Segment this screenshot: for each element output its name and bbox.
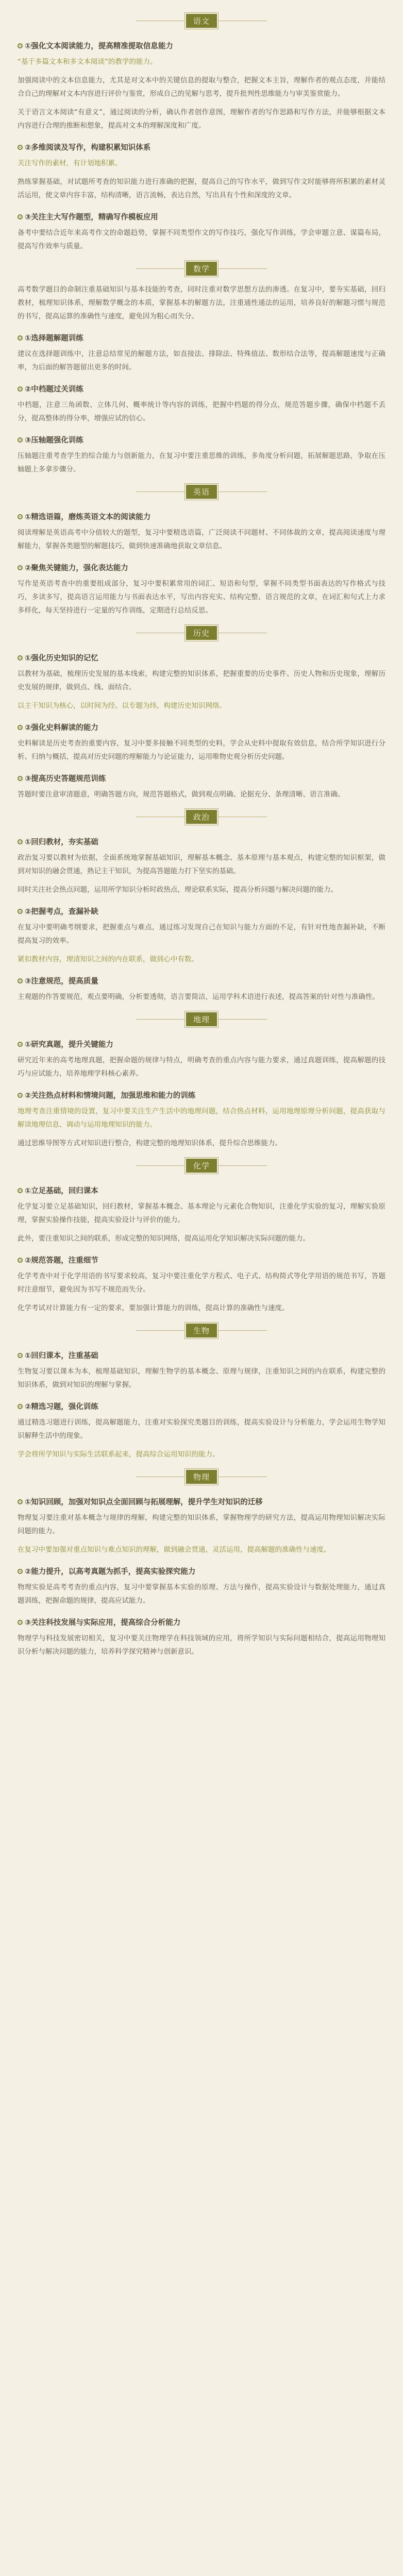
item-heading-text: ③注意规范，提高质量 xyxy=(25,977,98,986)
bullet-icon xyxy=(18,1042,23,1047)
bullet-icon xyxy=(18,978,23,984)
item-heading xyxy=(18,1617,385,1628)
item-heading-text: ②把握考点，查漏补缺 xyxy=(25,908,98,916)
bullet-icon xyxy=(18,725,23,730)
item-heading-text: ②关注热点材料和情境问题，加强思维和能力的训练 xyxy=(25,1092,196,1100)
item-heading xyxy=(18,434,385,445)
highlight-paragraph: “基于多篇文本和多文本阅读”的教学的能力。 xyxy=(18,58,157,66)
paragraph: 中档题，注意三角函数、立体几何、概率统计等内容的训练，把握中档题的得分点，规范答题步骤，确保中档题不丢分，提高整体的得分率，增强应试的信心。 xyxy=(18,401,385,422)
item-heading-text: ②规范答题，注重细节 xyxy=(25,1257,98,1265)
paragraph: 备考中要结合近年来高考作文的命题趋势，掌握不同类型作文的写作技巧，强化写作训练，学会审题立意、谋篇布局，提高写作效率与质量。 xyxy=(18,229,385,250)
bullet-icon xyxy=(18,776,23,781)
bullet-icon xyxy=(18,214,23,219)
paragraph: 关于语言文本阅读“有意义”，通过阅读的分析，确认作者创作意图，理解作者的写作思路和写作方法，并能够根据文本内容进行合理的推断和想象，提高对文本的理解深度和广度。 xyxy=(18,108,385,130)
item-heading-text: ①选择题解题训练 xyxy=(25,334,83,343)
item-heading xyxy=(18,1090,385,1100)
item-heading-text: ①研究真题，提升关键能力 xyxy=(25,1041,113,1049)
subject-banner xyxy=(18,1155,385,1176)
item-heading-text: ①回归教材，夯实基础 xyxy=(25,838,98,846)
paragraph: 以教材为基础，梳理历史发展的基本线索，构建完整的知识体系，把握重要的历史事件、历史人物和历史现象，理解历史发展的规律，做到点、线、面结合。 xyxy=(18,670,385,691)
item-heading-text: ①知识回顾，加强对知识点全面回顾与拓展理解，提升学生对知识的迁移 xyxy=(25,1498,263,1506)
paragraph: 物理实验是高考考查的重点内容，复习中要掌握基本实验的原理、方法与操作，提高实验设计与数据处理能力，通过真题训练，把握命题的规律，提高应试能力。 xyxy=(18,1583,385,1605)
subject-banner xyxy=(18,258,385,279)
subject-label: 地理 xyxy=(185,1011,218,1027)
paragraph: 通过精选习题进行训练，提高解题能力，注重对实验探究类题目的训练，提高实验设计与分析能力，学会运用生物学知识解释生活中的现象。 xyxy=(18,1418,385,1440)
bullet-icon xyxy=(18,1093,23,1098)
subject-banner xyxy=(18,10,385,31)
bullet-icon xyxy=(18,335,23,341)
paragraph: 物理学与科技发展密切相关，复习中要关注物理学在科技领域的应用，将所学知识与实际问题相结合，提高运用物理知识分析与解决问题的能力，培养科学探究精神与创新意识。 xyxy=(18,1634,385,1656)
subject-banner xyxy=(18,481,385,502)
subject-label: 历史 xyxy=(185,625,218,641)
highlight-paragraph: 关注写作的素材，有计划地积累。 xyxy=(18,159,122,167)
item-heading-text: ②能力提升，以高考真题为抓手，提高实验探究能力 xyxy=(25,1568,196,1576)
item-heading xyxy=(18,1039,385,1049)
bullet-icon xyxy=(18,437,23,443)
item-heading-text: ①强化历史知识的记忆 xyxy=(25,654,98,663)
paragraph: 物理复习要注重对基本概念与规律的理解，构建完整的知识体系，掌握物理学的研究方法，提高运用物理知识解决实际问题的能力。 xyxy=(18,1514,385,1535)
paragraph: 写作是英语考查中的重要组成部分，复习中要积累常用的词汇、短语和句型，掌握不同类型书面表达的写作格式与技巧，多读多写，提高语言运用能力与书面表达水平，写出内容充实、结构完整、语言规范的文章，在词汇和句式上力求多样化，每天坚持进行一定量的写作训练，定期进行总结反思。 xyxy=(18,580,385,615)
bullet-icon xyxy=(18,839,23,844)
subject-banner xyxy=(18,1009,385,1029)
paragraph: 建议在选择题训练中，注意总结常见的解题方法，如直接法、排除法、特殊值法、数形结合法等，提高解题速度与正确率，为后面的解答题留出更多的时间。 xyxy=(18,350,385,371)
item-heading xyxy=(18,562,385,573)
subject-label: 数学 xyxy=(185,261,218,277)
subject-banner xyxy=(18,806,385,827)
paragraph: 史料解读是历史考查的重要内容，复习中要多接触不同类型的史料，学会从史料中提取有效信息，结合所学知识进行分析、归纳与概括，提高对历史问题的理解能力与论证能力，运用唯物史观分析历史问题。 xyxy=(18,739,385,761)
item-heading xyxy=(18,722,385,733)
subject-label: 英语 xyxy=(185,484,218,500)
item-heading-text: ①精选语篇，磨炼英语文本的阅读能力 xyxy=(25,513,151,521)
item-heading-text: ①强化文本阅读能力，提高精准提取信息能力 xyxy=(25,42,173,50)
highlight-paragraph: 学会将所学知识与实际生活联系起来，提高综合运用知识的能力。 xyxy=(18,1450,220,1459)
paragraph: 加强阅读中的文本信息能力，尤其是对文本中的关键信息的提取与整合，把握文本主旨，理解作者的观点态度，并能结合自己的理解对文本内容进行评价与鉴赏，形成自己的见解与思考，提升批判性思维能力与审美鉴赏能力。 xyxy=(18,76,385,98)
subject-banner xyxy=(18,622,385,643)
bullet-icon xyxy=(18,565,23,570)
paragraph: 阅读理解是英语高考中分值较大的题型，复习中要精选语篇，广泛阅读不同题材、不同体裁的文章，提高阅读速度与理解能力，掌握各类题型的解题技巧，做到快速准确地获取文章信息。 xyxy=(18,529,385,550)
highlight-paragraph: 在复习中要加强对重点知识与难点知识的理解，做到融会贯通，灵活运用，提高解题的准确性与速度。 xyxy=(18,1546,331,1554)
paragraph: 化学复习要立足基础知识，回归教材，掌握基本概念、基本理论与元素化合物知识，注重化学实验的复习，理解实验原理，掌握实验操作技能，提高实验设计与评价的能力。 xyxy=(18,1202,385,1224)
paragraph: 压轴题注重考查学生的综合能力与创新能力，在复习中要注重思维的训练，多角度分析问题，拓展解题思路，争取在压轴题上多拿步骤分。 xyxy=(18,452,385,473)
item-heading xyxy=(18,975,385,986)
item-heading-text: ③关注科技发展与实际应用，提高综合分析能力 xyxy=(25,1619,181,1627)
subject-label: 物理 xyxy=(185,1469,218,1485)
bullet-icon xyxy=(18,1499,23,1504)
paragraph: 化学考试对计算能力有一定的要求，要加强计算能力的训练，提高计算的准确性与速度。 xyxy=(18,1304,289,1312)
item-heading-text: ③关注主大写作题型，精确写作模板应用 xyxy=(25,213,158,222)
item-heading xyxy=(18,142,385,152)
bullet-icon xyxy=(18,909,23,914)
bullet-icon xyxy=(18,1188,23,1193)
paragraph: 生物复习要以课本为本，梳理基础知识，理解生物学的基本概念、原理与规律，注重知识之间的内在联系，构建完整的知识体系，做到对知识的理解与掌握。 xyxy=(18,1367,385,1389)
bullet-icon xyxy=(18,514,23,519)
item-heading xyxy=(18,1185,385,1196)
item-heading xyxy=(18,1401,385,1412)
bullet-icon xyxy=(18,1404,23,1409)
paragraph: 在复习中要明确考纲要求，把握重点与难点，通过练习发现自己在知识与能力方面的不足，有针对性地查漏补缺，不断提高复习的效率。 xyxy=(18,923,385,945)
highlight-paragraph: 以主干知识为核心，以时间为经、以专题为纬，构建历史知识网络。 xyxy=(18,702,226,710)
paragraph: 政治复习要以教材为依据，全面系统地掌握基础知识，理解基本概念、基本原理与基本观点，构建完整的知识框架，做到对知识的融会贯通，熟记主干知识，为提高答题能力打下坚实的基础。 xyxy=(18,854,385,875)
bullet-icon xyxy=(18,145,23,150)
item-heading xyxy=(18,1255,385,1265)
bullet-icon xyxy=(18,1353,23,1358)
paragraph: 熟练掌握基础，对试题所考查的知识能力进行准确的把握，提高自己的写作水平，做到写作文时能够将所积累的素材灵活运用，使文章内容丰富，结构清晰，语言流畅，表达自然，写出具有个性和深度的文章。 xyxy=(18,178,385,199)
item-heading-text: ②中档题过关训练 xyxy=(25,385,83,394)
item-heading-text: ①回归课本，注重基础 xyxy=(25,1352,98,1360)
paragraph: 高考数学题目的命制注重基础知识与基本技能的考查，同时注重对数学思想方法的渗透。在复习中，要夯实基础，回归教材，梳理知识体系，理解数学概念的本质，掌握基本的解题方法，注重通性通法的运用，培养良好的解题习惯与规范的书写，提高运算的准确性与速度，避免因为粗心而失分。 xyxy=(18,285,385,320)
bullet-icon xyxy=(18,1620,23,1625)
subject-label: 生物 xyxy=(185,1323,218,1338)
item-heading xyxy=(18,906,385,917)
bullet-icon xyxy=(18,1258,23,1263)
bullet-icon xyxy=(18,655,23,660)
item-heading-text: ③提高历史答题规范训练 xyxy=(25,775,106,783)
item-heading xyxy=(18,1566,385,1577)
paragraph: 通过思维导图等方式对知识进行整合，构建完整的地理知识体系，提升综合思维能力。 xyxy=(18,1139,282,1147)
item-heading xyxy=(18,1350,385,1361)
highlight-paragraph: 地理考查注重情境的设置，复习中要关注生产生活中的地理问题，结合热点材料，运用地理原理分析问题，提高获取与解读地理信息、调动与运用地理知识的能力。 xyxy=(18,1107,385,1129)
item-heading-text: ②多维阅读及写作，构建积累知识体系 xyxy=(25,144,151,152)
item-heading xyxy=(18,511,385,522)
bullet-icon xyxy=(18,386,23,392)
paragraph: 同时关注社会热点问题，运用所学知识分析时政热点，理论联系实际，提高分析问题与解决问题的能力。 xyxy=(18,886,338,894)
item-heading-text: ②聚焦关键能力，强化表达能力 xyxy=(25,564,128,572)
item-heading xyxy=(18,332,385,343)
item-heading xyxy=(18,40,385,51)
item-heading xyxy=(18,211,385,222)
item-heading xyxy=(18,836,385,847)
bullet-icon xyxy=(18,1569,23,1574)
paragraph: 研究近年来的高考地理真题，把握命题的规律与特点，明确考查的重点内容与能力要求，通过真题训练，提高解题的技巧与应试能力，培养地理学科核心素养。 xyxy=(18,1056,385,1078)
item-heading xyxy=(18,652,385,663)
paragraph: 此外，要注重知识之间的联系，形成完整的知识网络，提高运用化学知识解决实际问题的能力。 xyxy=(18,1234,310,1243)
paragraph: 化学考查中对于化学用语的书写要求较高，复习中要注重化学方程式、电子式、结构简式等化学用语的规范书写，答题时注意细节，避免因为书写不规范而失分。 xyxy=(18,1272,385,1294)
subject-label: 化学 xyxy=(185,1158,218,1174)
bullet-icon xyxy=(18,43,23,48)
item-heading-text: ①立足基础，回归课本 xyxy=(25,1187,98,1195)
subject-label: 语文 xyxy=(185,13,218,29)
subject-label: 政治 xyxy=(185,809,218,825)
item-heading-text: ②精选习题，强化训练 xyxy=(25,1403,98,1411)
paragraph: 主观题的作答要规范，观点要明确，分析要透彻，语言要简洁，运用学科术语进行表述，提高答案的针对性与准确性。 xyxy=(18,993,379,1001)
paragraph: 答题时要注意审清题意，明确答题方向，规范答题格式，做到观点明确、论据充分、条理清晰、语言准确。 xyxy=(18,790,345,799)
item-heading xyxy=(18,1496,385,1507)
item-heading xyxy=(18,383,385,394)
item-heading-text: ③压轴题强化训练 xyxy=(25,436,83,445)
subject-banner xyxy=(18,1320,385,1341)
item-heading-text: ②强化史料解读的能力 xyxy=(25,724,98,732)
subject-banner xyxy=(18,1466,385,1487)
highlight-paragraph: 紧扣教材内容，理清知识之间的内在联系，做到心中有数。 xyxy=(18,955,198,963)
item-heading xyxy=(18,773,385,784)
